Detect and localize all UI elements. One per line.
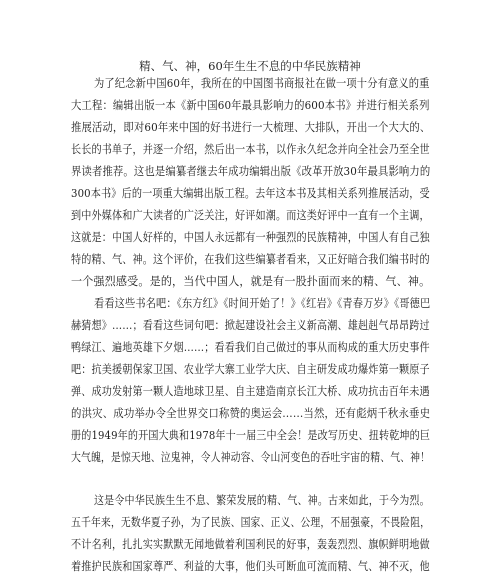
- paragraph-line: 吧：抗美援朝保家卫国、农业学大寨工业学大庆、自主研发成功爆炸第一颗原子: [71, 363, 430, 376]
- paragraph-line: 五千年来，无数华夏子孙，为了民族、国家、正义、公理，不屈强豪，不畏险阻，: [71, 516, 431, 529]
- paragraph-line: 这就是：中国人好样的，中国人永远都有一种强烈的民族精神，中国人有自己独: [71, 231, 430, 244]
- paragraph-line: 特的精、气、神。这个评价，在我们这些编纂者看来，又正好暗合我们编书时的: [71, 253, 430, 266]
- paragraph-line: 到中外媒体和广大读者的广泛关注，好评如潮。而这类好评中一直有一个主调，: [71, 209, 430, 222]
- paragraph-line: 300本书》后的一项重大编辑出版工程。去年这本书及其相关系列推展活动，受: [71, 187, 430, 200]
- paragraph-line: 为了纪念新中国60年，我所在的中国图书商报社在做一项十分有意义的重: [94, 77, 430, 90]
- paragraph-line: 看看这些书名吧：《东方红》《时间开始了！》《红岩》《青春万岁》《哥德巴: [94, 297, 431, 310]
- paragraph-line: 大工程：编辑出版一本《新中国60年最具影响力的600本书》并进行相关系列: [71, 99, 430, 112]
- paragraph-line: 长长的书单子，并逐一介绍，然后出一本书，以作永久纪念并向全社会乃至全世: [71, 143, 430, 156]
- paragraph-line: 大气魄，是惊天地、泣鬼神，令人神动容、令山河变色的吞吐宇宙的精、气、神！: [71, 451, 431, 464]
- paragraph-line: 着推护民族和国家尊严、利益的大事，他们头可断血可流而精、气、神不灭，他: [71, 560, 430, 573]
- paragraph-line: 这是令中华民族生生不息、繁荣发展的精、气、神。古来如此，于今为烈。: [94, 494, 430, 507]
- document-title: 精、气、神，60年生生不息的中华民族精神: [139, 59, 361, 73]
- paragraph-line: 的洪灾、成功举办令全世界交口称赞的奥运会……当然，还有彪炳千秋永垂史: [71, 407, 431, 420]
- paragraph-line: 弹、成功发射第一颗人造地球卫星、自主建造南京长江大桥、成功抗击百年未遇: [71, 385, 430, 398]
- paragraph-line: 一个强烈感受。是的，当代中国人，就是有一股扑面而来的精、气、神。: [71, 275, 431, 288]
- paragraph-line: 推展活动，即对60年来中国的好书进行一大梳理、大排队，开出一个大大的、: [71, 121, 431, 134]
- paragraph-line: 不计名利，扎扎实实默默无闻地做着利国利民的好事，轰轰烈烈、旗帜鲜明地做: [71, 538, 430, 551]
- paragraph-line: 鸭绿江、遍地英雄下夕烟……；看看我们自己做过的事从而构成的重大历史事件: [71, 341, 430, 354]
- paragraph-line: 界读者推荐。这也是编纂者继去年成功编辑出版《改革开放30年最具影响力的: [71, 165, 431, 178]
- paragraph-line: 赫猜想》……；看看这些词句吧：掀起建设社会主义新高潮、雄赳赳气昂昂跨过: [71, 319, 430, 332]
- paragraph-line: 册的1949年的开国大典和1978年十一届三中全会！是改写历史、扭转乾坤的巨: [71, 429, 431, 442]
